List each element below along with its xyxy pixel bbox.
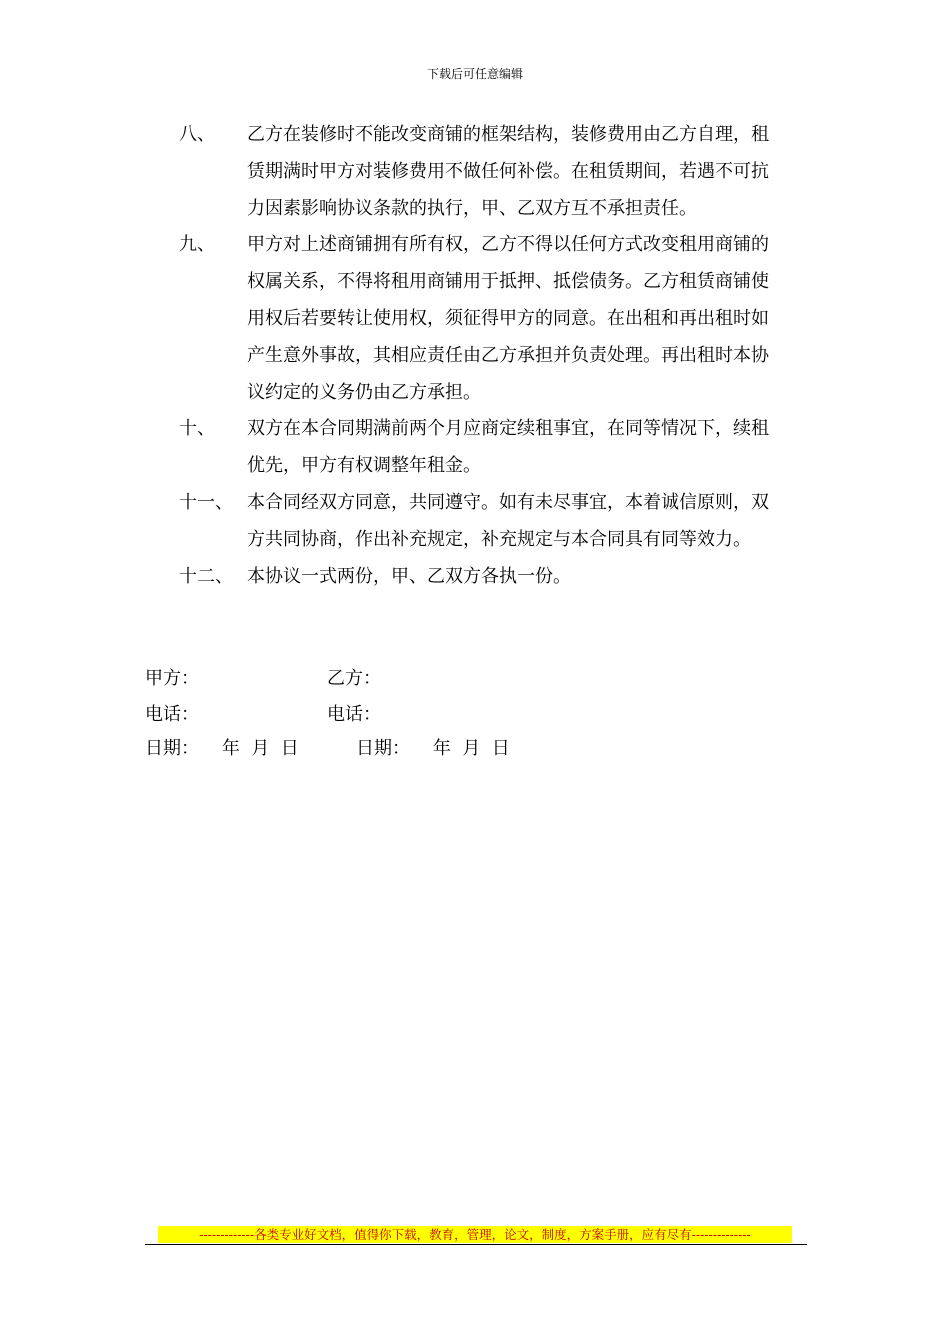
clause-line: 双方在本合同期满前两个月应商定续租事宜，在同等情况下，续租 [247, 418, 769, 440]
phone-b-label: 电话： [327, 704, 381, 725]
footer-divider [145, 1244, 807, 1245]
clause-9 [179, 227, 809, 411]
clause-number: 八、 [179, 124, 215, 145]
clause-line: 乙方在装修时不能改变商铺的框架结构，装修费用由乙方自理，租 [247, 124, 769, 145]
clause-line: 产生意外事故，其相应责任由乙方承担并负责处理。再出租时本协 [247, 344, 769, 366]
date-a-line: 日期： 年 月 日 [145, 738, 299, 759]
party-a-label: 甲方： [145, 668, 199, 689]
clause-line: 权属关系，不得将租用商铺用于抵押、抵偿债务。乙方租赁商铺使 [247, 271, 769, 293]
clause-line: 方共同协商，作出补充规定，补充规定与本合同具有同等效力。 [247, 528, 751, 550]
clause-number: 十、 [179, 418, 215, 440]
page-header: 下载后可任意编辑 [426, 67, 523, 81]
clause-12 [179, 559, 809, 596]
contract-clauses [179, 117, 809, 595]
clause-line: 议约定的义务仍由乙方承担。 [247, 381, 481, 403]
clause-number: 十一、 [179, 491, 233, 513]
clause-line: 本协议一式两份，甲、乙双方各执一份。 [247, 565, 571, 587]
clause-text [247, 117, 807, 227]
clause-11 [179, 485, 809, 559]
clause-number: 九、 [179, 234, 215, 256]
clause-10 [179, 411, 809, 485]
clause-8 [179, 117, 809, 227]
phone-a-label: 电话： [145, 704, 199, 725]
clause-text [247, 411, 807, 485]
clause-text [247, 559, 807, 596]
clause-line: 甲方对上述商铺拥有所有权，乙方不得以任何方式改变租用商铺的 [247, 234, 769, 256]
clause-line: 赁期满时甲方对装修费用不做任何补偿。在租赁期间，若遇不可抗 [247, 160, 769, 182]
date-b-line: 日期： 年 月 日 [356, 738, 510, 759]
clause-number: 十二、 [179, 565, 233, 587]
party-b-label: 乙方： [327, 668, 381, 689]
footer-banner: -------------各类专业好文档，值得你下载，教育，管理，论文，制度，方案手册，应有尽有-------------- [158, 1226, 792, 1243]
clause-text [247, 485, 807, 559]
clause-line: 用权后若要转让使用权，须征得甲方的同意。在出租和再出租时如 [247, 307, 769, 329]
clause-line: 本合同经双方同意，共同遵守。如有未尽事宜，本着诚信原则，双 [247, 491, 769, 513]
clause-line: 优先，甲方有权调整年租金。 [247, 455, 481, 477]
clause-text [247, 227, 807, 411]
clause-line: 力因素影响协议条款的执行，甲、乙双方互不承担责任。 [247, 197, 697, 219]
